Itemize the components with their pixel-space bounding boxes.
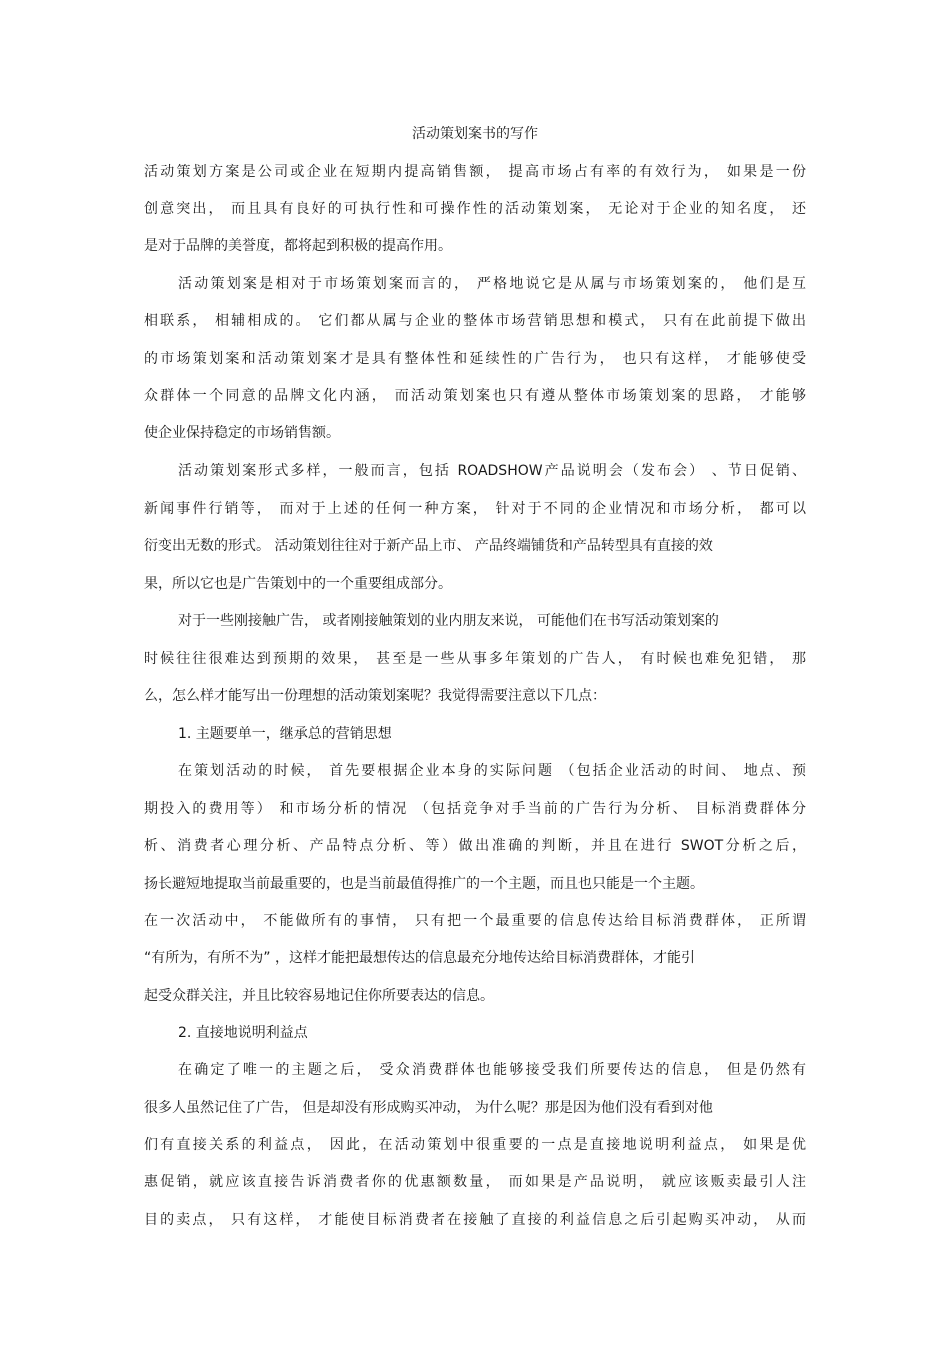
paragraph-line: 活动策划方案是公司或企业在短期内提高销售额， 提高市场占有率的有效行为， 如果是一份 — [144, 164, 806, 180]
paragraph-line: 起受众群关注，并且比较容易地记住你所要表达的信息。 — [144, 988, 494, 1004]
paragraph-line: 么，怎么样才能写出一份理想的活动策划案呢？我觉得需要注意以下几点： — [144, 688, 606, 704]
paragraph-line: 新闻事件行销等， 而对于上述的任何一种方案， 针对于不同的企业情况和市场分析， 都可以 — [144, 501, 806, 517]
paragraph-line: 目的卖点， 只有这样， 才能使目标消费者在接触了直接的利益信息之后引起购买冲动， 从而 — [144, 1212, 806, 1228]
paragraph-line: 在确定了唯一的主题之后， 受众消费群体也能够接受我们所要传达的信息， 但是仍然有 — [178, 1062, 806, 1078]
paragraph-line: 对于一些刚接触广告， 或者刚接触策划的业内朋友来说， 可能他们在书写活动策划案的 — [178, 613, 719, 629]
paragraph-line: 活动策划案形式多样，一般而言，包括 ROADSHOW产品说明会（发布会） 、节日促销、 — [178, 463, 806, 479]
paragraph-line: 在策划活动的时候， 首先要根据企业本身的实际问题 （包括企业活动的时间、 地点、预 — [178, 763, 806, 779]
paragraph-line: 创意突出， 而且具有良好的可执行性和可操作性的活动策划案， 无论对于企业的知名度， 还 — [144, 201, 806, 217]
paragraph-line: “有所为，有所不为” ，这样才能把最想传达的信息最充分地传达给目标消费群体，才能引 — [144, 950, 695, 966]
paragraph-line: 惠促销，就应该直接告诉消费者你的优惠额数量， 而如果是产品说明， 就应该贩卖最引人注 — [144, 1174, 806, 1190]
document-title: 活动策划案书的写作 — [412, 126, 538, 142]
paragraph-line: 是对于品牌的美誉度，都将起到积极的提高作用。 — [144, 238, 452, 254]
paragraph-line: 的市场策划案和活动策划案才是具有整体性和延续性的广告行为， 也只有这样， 才能够使受 — [144, 351, 806, 367]
paragraph-line: 期投入的费用等） 和市场分析的情况 （包括竞争对手当前的广告行为分析、 目标消费群体分 — [144, 801, 806, 817]
paragraph-line: 时候往往很难达到预期的效果， 甚至是一些从事多年策划的广告人， 有时候也难免犯错， 那 — [144, 651, 806, 667]
paragraph-line: 衍变出无数的形式。 活动策划往往对于新产品上市、 产品终端铺货和产品转型具有直接的效 — [144, 538, 713, 554]
paragraph-line: 活动策划案是相对于市场策划案而言的， 严格地说它是从属与市场策划案的， 他们是互 — [178, 276, 806, 292]
paragraph-line: 果，所以它也是广告策划中的一个重要组成部分。 — [144, 576, 452, 592]
paragraph-line: 相联系， 相辅相成的。 它们都从属与企业的整体市场营销思想和模式， 只有在此前提下做出 — [144, 313, 806, 329]
paragraph-line: 2. 直接地说明利益点 — [178, 1025, 308, 1041]
paragraph-line: 众群体一个同意的品牌文化内涵， 而活动策划案也只有遵从整体市场策划案的思路， 才能够 — [144, 388, 806, 404]
paragraph-line: 们有直接关系的利益点， 因此，在活动策划中很重要的一点是直接地说明利益点， 如果是优 — [144, 1137, 806, 1153]
paragraph-line: 析、消费者心理分析、产品特点分析、等）做出准确的判断，并且在进行 SWOT分析之后， — [144, 838, 806, 854]
paragraph-line: 扬长避短地提取当前最重要的，也是当前最值得推广的一个主题，而且也只能是一个主题。 — [144, 876, 704, 892]
paragraph-line: 使企业保持稳定的市场销售额。 — [144, 425, 340, 441]
paragraph-line: 在一次活动中， 不能做所有的事情， 只有把一个最重要的信息传达给目标消费群体， 正所谓 — [144, 913, 806, 929]
paragraph-line: 1. 主题要单一，继承总的营销思想 — [178, 726, 392, 742]
paragraph-line: 很多人虽然记住了广告， 但是却没有形成购买冲动， 为什么呢？那是因为他们没有看到对他 — [144, 1100, 713, 1116]
